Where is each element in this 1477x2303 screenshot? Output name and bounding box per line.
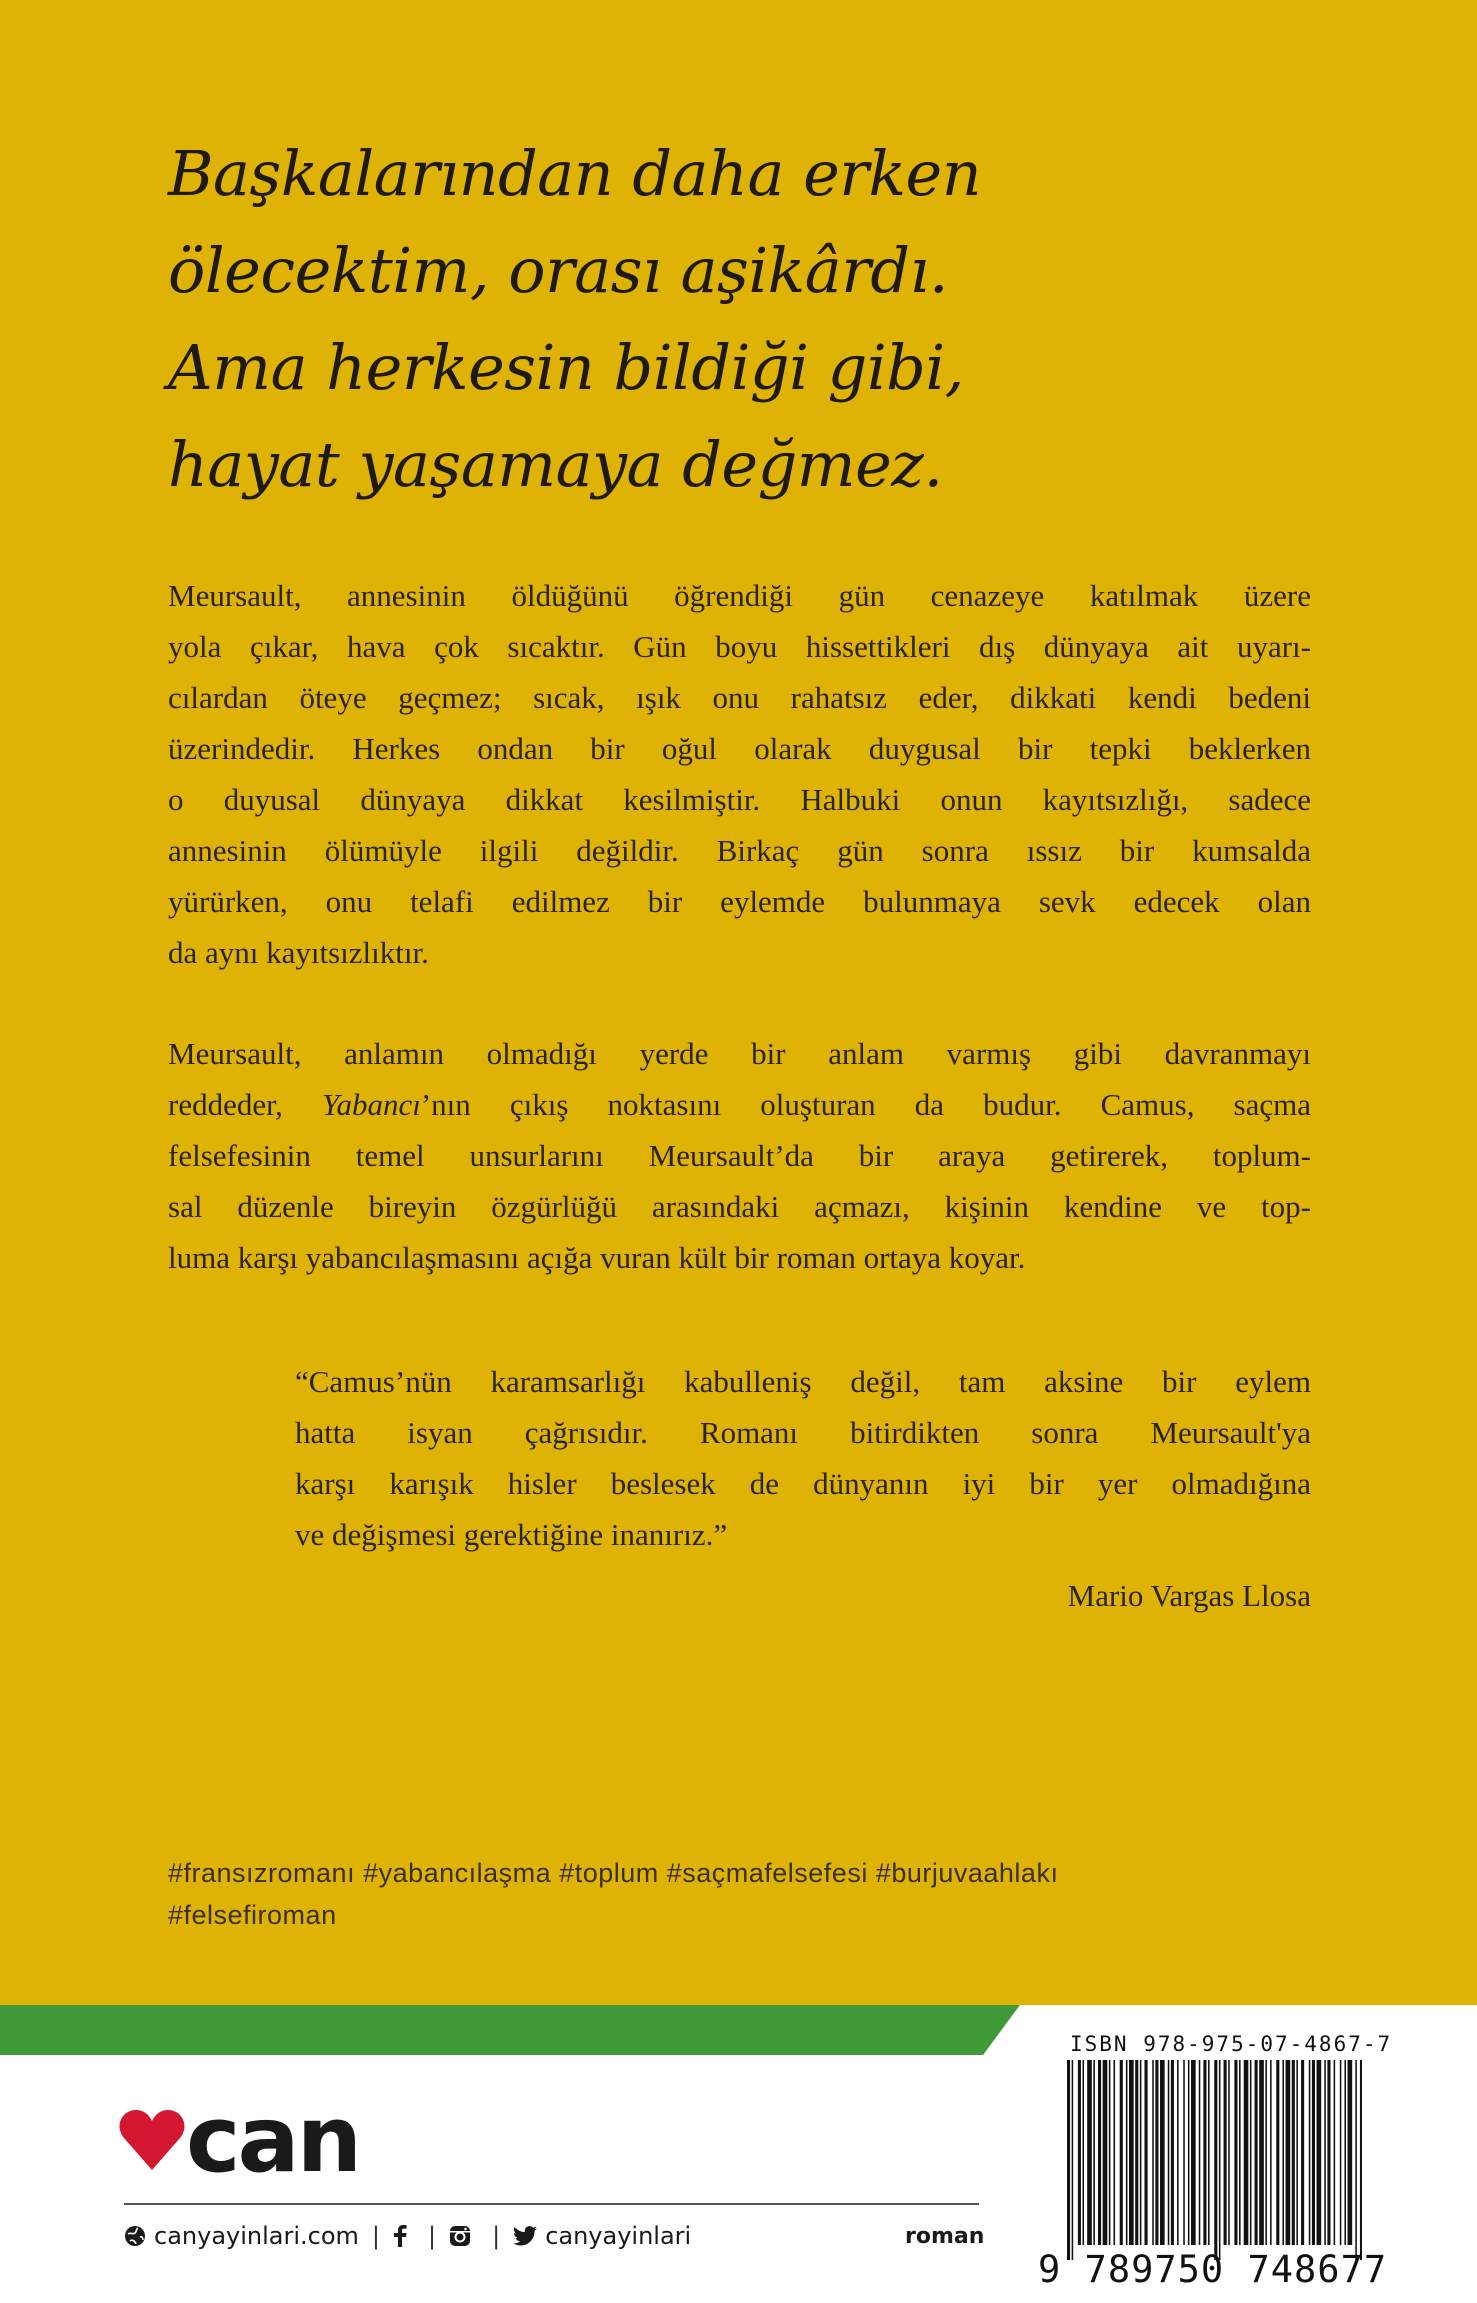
barcode-bar	[1078, 2060, 1081, 2245]
barcode-bar	[1224, 2060, 1227, 2245]
facebook-icon[interactable]	[393, 2225, 407, 2247]
text-line: Meursault, annesinin öldüğünü öğrendiği gün cenazeye katılmak üzere	[168, 578, 1311, 613]
barcode-bar	[1340, 2060, 1342, 2245]
barcode-bar	[1214, 2060, 1217, 2260]
separator: |	[492, 2222, 501, 2250]
separator: |	[371, 2222, 380, 2250]
blurb-line: hatta isyan çağrısıdır. Romanı bitirdikten sonra Meursault'ya	[295, 1415, 1311, 1450]
barcode-bar	[1327, 2060, 1330, 2245]
barcode-bar	[1188, 2060, 1190, 2245]
twitter-icon[interactable]	[513, 2226, 537, 2246]
barcode-bar	[1360, 2060, 1362, 2260]
text-line: Meursault, anlamın olmadığı yerde bir anlam varmış gibi davranmayı	[168, 1036, 1311, 1071]
barcode-bar	[1168, 2060, 1170, 2245]
hashtag-line: #fransızromanı #yabancılaşma #toplum #saçmafelsefesi #burjuvaahlakı	[168, 1858, 1059, 1888]
barcode-bar	[1234, 2060, 1237, 2245]
barcode-bar	[1344, 2060, 1346, 2245]
blurb-author: Mario Vargas Llosa	[1067, 1578, 1311, 1613]
barcode-bar	[1140, 2060, 1142, 2245]
hashtag-line: #felsefiroman	[168, 1900, 337, 1930]
heart-logo-icon	[118, 2108, 186, 2172]
text-fragment: ’nın çıkış noktasını oluşturan da budur. Camus, saçma	[420, 1087, 1311, 1122]
text-line: annesinin ölümüyle ilgili değildir. Birkaç gün sonra ıssız bir kumsalda	[168, 833, 1311, 868]
quote-line: hayat yaşamaya değmez.	[168, 428, 943, 501]
barcode-bar	[1282, 2060, 1284, 2245]
barcode-bar	[1276, 2060, 1279, 2245]
barcode-bar	[1072, 2060, 1074, 2260]
barcode-bar	[1355, 2060, 1357, 2260]
text-line: üzerindedir. Herkes ondan bir oğul olarak duygusal bir tepki beklerken	[168, 731, 1311, 766]
text-line: cılardan öteye geçmez; sıcak, ışık onu rahatsız eder, dikkati kendi bedeni	[168, 680, 1311, 715]
barcode-bar	[1114, 2060, 1116, 2245]
barcode-bar	[1098, 2060, 1101, 2245]
barcode-bar	[1286, 2060, 1291, 2245]
barcode-bar	[1292, 2060, 1295, 2245]
barcode-bar	[1219, 2060, 1221, 2260]
footer-links	[124, 2222, 691, 2250]
text-line: felsefesinin temel unsurlarını Meursault’da bir araya getirerek, toplum-	[168, 1138, 1311, 1173]
barcode-bar	[1155, 2060, 1158, 2245]
barcode-bar	[1177, 2060, 1179, 2245]
text-line: yürürken, onu telafi edilmez bir eylemde bulunmaya sevk edecek olan	[168, 884, 1311, 919]
barcode-bar	[1312, 2060, 1315, 2245]
barcode-bar	[1160, 2060, 1165, 2245]
text-line	[168, 1079, 1311, 1130]
quote-line: Başkalarından daha erken	[168, 137, 982, 210]
barcode-bar	[1309, 2060, 1311, 2245]
text-line: luma karşı yabancılaşmasını açığa vuran kült bir roman ortaya koyar.	[168, 1240, 1026, 1275]
green-stripe	[0, 2005, 1020, 2055]
text-line: da aynı kayıtsızlıktır.	[168, 935, 429, 970]
separator: |	[428, 2222, 437, 2250]
barcode-bar	[1129, 2060, 1134, 2245]
barcode-bar	[1093, 2060, 1095, 2245]
quote-line: ölecektim, orası aşikârdı.	[168, 234, 949, 307]
barcode-bar	[1228, 2060, 1230, 2245]
barcode-bar	[1250, 2060, 1252, 2245]
barcode-bar	[1171, 2060, 1174, 2245]
text-fragment: reddeder,	[168, 1087, 323, 1122]
globe-icon	[124, 2225, 146, 2247]
barcode-bar	[1239, 2060, 1241, 2245]
description-paragraph-2	[168, 1028, 1311, 1283]
barcode-digits: 9 789750 748677	[1038, 2248, 1388, 2291]
barcode-bar	[1324, 2060, 1326, 2245]
blurb-line: karşı karışık hisler beslesek de dünyanın iyi bir yer olmadığına	[295, 1466, 1311, 1501]
barcode-bar	[1103, 2060, 1108, 2245]
text-line: sal düzenle bireyin özgürlüğü arasındaki açmazı, kişinin kendine ve top-	[168, 1189, 1311, 1224]
barcode-bar	[1183, 2060, 1185, 2245]
footer-divider	[124, 2203, 979, 2205]
barcode-bar	[1135, 2060, 1138, 2245]
barcode-bar	[1120, 2060, 1123, 2245]
barcode-bar	[1265, 2060, 1267, 2245]
barcode-bar	[1334, 2060, 1336, 2245]
blurb-line: “Camus’nün karamsarlığı kabulleniş değil, tam aksine bir eylem	[295, 1364, 1311, 1399]
quote-line: Ama herkesin bildiği gibi,	[168, 331, 964, 404]
barcode-bar	[1067, 2060, 1070, 2260]
category-label: roman	[905, 2224, 985, 2249]
barcode-bar	[1199, 2060, 1201, 2245]
barcode-bar	[1126, 2060, 1128, 2245]
review-blurb	[295, 1356, 1311, 1560]
barcode-bar	[1208, 2060, 1210, 2245]
book-title: Yabancı	[322, 1087, 421, 1122]
barcode	[1067, 2060, 1362, 2260]
barcode-bar	[1255, 2060, 1258, 2245]
description-paragraph-1	[168, 570, 1311, 978]
cover-quote	[168, 125, 1368, 513]
barcode-bar	[1301, 2060, 1304, 2245]
hashtags	[168, 1852, 1311, 1936]
barcode-bar	[1152, 2060, 1154, 2245]
barcode-bar	[1348, 2060, 1353, 2245]
barcode-bar	[1083, 2060, 1085, 2245]
barcode-bar	[1087, 2060, 1092, 2245]
isbn-label: ISBN 978-975-07-4867-7	[1070, 2032, 1393, 2056]
blurb-line: ve değişmesi gerektiğine inanırız.”	[295, 1517, 728, 1552]
text-line: yola çıkar, hava çok sıcaktır. Gün boyu hissettikleri dış dünyaya ait uyarı-	[168, 629, 1311, 664]
barcode-bar	[1109, 2060, 1111, 2245]
barcode-bar	[1317, 2060, 1322, 2245]
barcode-bar	[1145, 2060, 1148, 2245]
barcode-bar	[1191, 2060, 1196, 2245]
barcode-bar	[1296, 2060, 1298, 2245]
website-link[interactable]: canyayinlari.com	[154, 2222, 359, 2250]
instagram-icon[interactable]	[449, 2225, 471, 2247]
barcode-bar	[1270, 2060, 1272, 2245]
barcode-bar	[1203, 2060, 1206, 2245]
publisher-logo-text: can	[186, 2086, 360, 2193]
social-handle[interactable]: canyayinlari	[545, 2222, 692, 2250]
barcode-bar	[1244, 2060, 1249, 2245]
text-line: o duyusal dünyaya dikkat kesilmiştir. Halbuki onun kayıtsızlığı, sadece	[168, 782, 1311, 817]
barcode-bar	[1259, 2060, 1264, 2245]
